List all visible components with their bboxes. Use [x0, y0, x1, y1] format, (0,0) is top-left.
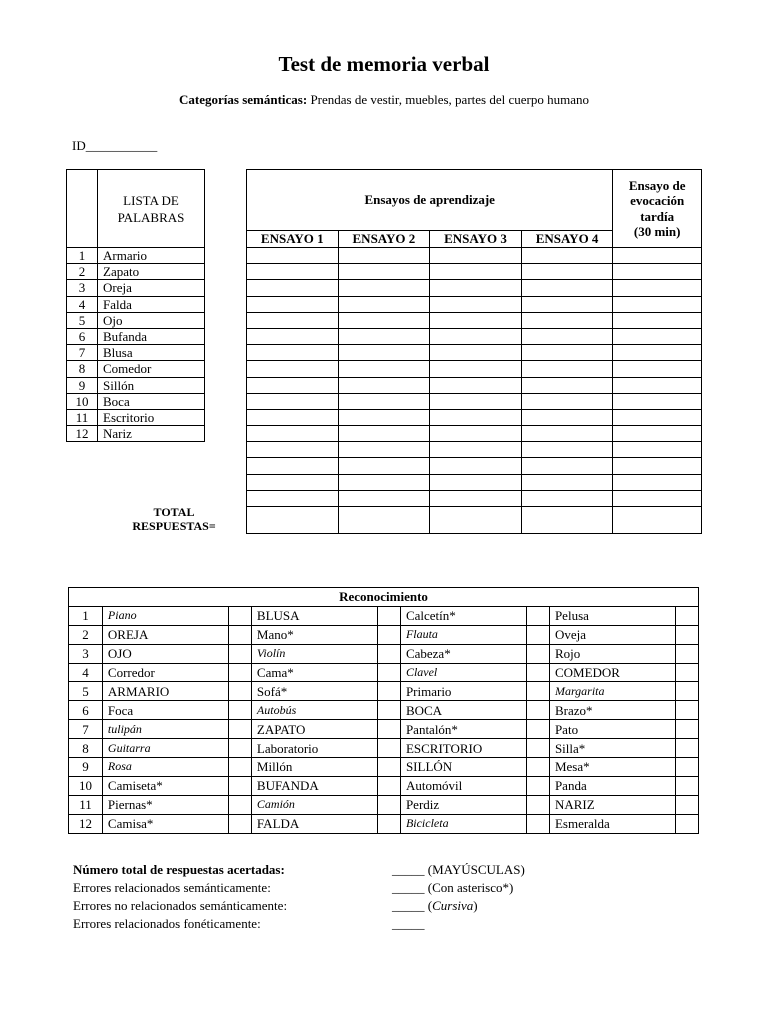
- trial-response-cell[interactable]: [247, 296, 339, 312]
- recognition-check-cell[interactable]: [527, 701, 550, 720]
- recognition-check-cell[interactable]: [676, 739, 699, 758]
- recognition-row: [69, 758, 699, 777]
- trial-row: [247, 312, 702, 328]
- recognition-word: Corredor: [102, 663, 228, 682]
- recognition-row: [69, 720, 699, 739]
- recognition-header: Reconocimiento: [69, 588, 699, 607]
- recognition-check-cell[interactable]: [378, 814, 401, 833]
- recognition-check-cell[interactable]: [378, 795, 401, 814]
- recognition-check-cell[interactable]: [527, 663, 550, 682]
- word-number: 11: [67, 409, 98, 425]
- word-list-row: [67, 264, 205, 280]
- trial-2-header: ENSAYO 2: [338, 231, 430, 248]
- trial-response-cell[interactable]: [613, 296, 702, 312]
- trial-response-cell[interactable]: [521, 264, 613, 280]
- word-number: 10: [67, 393, 98, 409]
- word-cell: Comedor: [98, 361, 205, 377]
- recognition-word: Flauta: [400, 625, 526, 644]
- semantic-errors-blank[interactable]: _____ (Con asterisco*): [392, 880, 514, 895]
- recognition-number: 2: [69, 625, 103, 644]
- trial-response-cell[interactable]: [338, 426, 430, 442]
- trial-response-cell[interactable]: [338, 328, 430, 344]
- trial-response-cell[interactable]: [430, 361, 522, 377]
- recognition-check-cell[interactable]: [676, 720, 699, 739]
- word-list-row: [67, 248, 205, 264]
- word-list-row: [67, 328, 205, 344]
- trial-response-cell[interactable]: [247, 377, 339, 393]
- delayed-line-2: evocación: [630, 193, 685, 208]
- trial-response-cell[interactable]: [338, 296, 430, 312]
- recognition-word: Pantalón*: [400, 720, 526, 739]
- phonetic-errors-label: Errores relacionados fonéticamente:: [73, 916, 261, 931]
- recognition-word: Automóvil: [400, 776, 526, 795]
- total-responses-label: [118, 505, 230, 533]
- trial-response-cell[interactable]: [338, 442, 430, 458]
- recognition-word: Autobús: [251, 701, 377, 720]
- recognition-number: 3: [69, 644, 103, 663]
- delayed-recall-header: [613, 170, 702, 248]
- recognition-word: Esmeralda: [549, 814, 675, 833]
- trial-response-cell[interactable]: [521, 393, 613, 409]
- word-list-row: [67, 361, 205, 377]
- subtitle-text: Prendas de vestir, muebles, partes del cuerpo humano: [310, 92, 589, 107]
- trial-response-cell[interactable]: [247, 474, 339, 490]
- word-list-table: [66, 169, 205, 442]
- recognition-word: Cama*: [251, 663, 377, 682]
- word-number: 12: [67, 426, 98, 442]
- trial-row: [247, 507, 702, 534]
- trial-response-cell[interactable]: [247, 507, 339, 534]
- trial-response-cell[interactable]: [247, 426, 339, 442]
- recognition-check-cell[interactable]: [378, 644, 401, 663]
- trial-response-cell[interactable]: [521, 474, 613, 490]
- recognition-row: [69, 644, 699, 663]
- trial-response-cell[interactable]: [613, 248, 702, 264]
- trial-response-cell[interactable]: [338, 345, 430, 361]
- recognition-word: Primario: [400, 682, 526, 701]
- trial-response-cell[interactable]: [521, 377, 613, 393]
- recognition-check-cell[interactable]: [676, 606, 699, 625]
- delayed-line-1: Ensayo de: [628, 177, 686, 193]
- trial-response-cell[interactable]: [338, 248, 430, 264]
- total-correct-label: Número total de respuestas acertadas:: [73, 862, 285, 877]
- trial-response-cell[interactable]: [521, 280, 613, 296]
- recognition-word: Camión: [251, 795, 377, 814]
- trial-response-cell[interactable]: [338, 393, 430, 409]
- trial-response-cell[interactable]: [430, 393, 522, 409]
- trial-response-cell[interactable]: [521, 345, 613, 361]
- recognition-number: 5: [69, 682, 103, 701]
- recognition-check-cell[interactable]: [378, 776, 401, 795]
- recognition-check-cell[interactable]: [527, 795, 550, 814]
- recognition-number: 12: [69, 814, 103, 833]
- word-list-row: [67, 426, 205, 442]
- trial-row: [247, 393, 702, 409]
- recognition-table: [68, 587, 699, 834]
- recognition-number: 4: [69, 663, 103, 682]
- recognition-row: [69, 795, 699, 814]
- trial-response-cell[interactable]: [521, 490, 613, 506]
- trial-response-cell[interactable]: [247, 361, 339, 377]
- trial-row: [247, 377, 702, 393]
- recognition-word: COMEDOR: [549, 663, 675, 682]
- summary-blanks: [392, 861, 525, 933]
- trial-response-cell[interactable]: [247, 345, 339, 361]
- trial-response-cell[interactable]: [247, 490, 339, 506]
- trial-response-cell[interactable]: [613, 474, 702, 490]
- trial-response-cell[interactable]: [430, 296, 522, 312]
- recognition-word: Bicicleta: [400, 814, 526, 833]
- trial-row: [247, 426, 702, 442]
- recognition-check-cell[interactable]: [527, 606, 550, 625]
- trial-response-cell[interactable]: [430, 264, 522, 280]
- trial-row: [247, 328, 702, 344]
- recognition-check-cell[interactable]: [527, 776, 550, 795]
- word-cell: Blusa: [98, 345, 205, 361]
- trial-row: [247, 458, 702, 474]
- word-list-row: [67, 409, 205, 425]
- total-correct-blank[interactable]: _____ (MAYÚSCULAS): [392, 862, 525, 877]
- recognition-row: [69, 776, 699, 795]
- recognition-check-cell[interactable]: [676, 814, 699, 833]
- word-cell: Nariz: [98, 426, 205, 442]
- recognition-word: ARMARIO: [102, 682, 228, 701]
- recognition-word: Margarita: [549, 682, 675, 701]
- recognition-check-cell[interactable]: [229, 720, 252, 739]
- recognition-word: Violín: [251, 644, 377, 663]
- trial-response-cell[interactable]: [430, 248, 522, 264]
- recognition-check-cell[interactable]: [676, 795, 699, 814]
- learning-trials-header: Ensayos de aprendizaje: [247, 170, 613, 231]
- trial-response-cell[interactable]: [430, 474, 522, 490]
- nonsemantic-blank-text: _____ (: [392, 898, 433, 913]
- recognition-check-cell[interactable]: [378, 701, 401, 720]
- trial-response-cell[interactable]: [338, 361, 430, 377]
- recognition-word: NARIZ: [549, 795, 675, 814]
- trial-response-cell[interactable]: [521, 458, 613, 474]
- recognition-check-cell[interactable]: [527, 739, 550, 758]
- nonsemantic-errors-label: Errores no relacionados semánticamente:: [73, 898, 288, 913]
- trial-response-cell[interactable]: [521, 312, 613, 328]
- total-line-2: RESPUESTAS=: [132, 519, 216, 533]
- recognition-word: Camiseta*: [102, 776, 228, 795]
- trial-response-cell[interactable]: [247, 409, 339, 425]
- recognition-check-cell[interactable]: [676, 644, 699, 663]
- recognition-check-cell[interactable]: [527, 720, 550, 739]
- trial-response-cell[interactable]: [338, 409, 430, 425]
- recognition-check-cell[interactable]: [676, 701, 699, 720]
- trial-response-cell[interactable]: [247, 248, 339, 264]
- word-cell: Bufanda: [98, 328, 205, 344]
- trial-response-cell[interactable]: [430, 328, 522, 344]
- word-cell: Armario: [98, 248, 205, 264]
- recognition-word: FALDA: [251, 814, 377, 833]
- recognition-word: BLUSA: [251, 606, 377, 625]
- recognition-word: Panda: [549, 776, 675, 795]
- trial-4-header: ENSAYO 4: [521, 231, 613, 248]
- trial-response-cell[interactable]: [521, 442, 613, 458]
- recognition-check-cell[interactable]: [527, 625, 550, 644]
- semantic-errors-label: Errores relacionados semánticamente:: [73, 880, 271, 895]
- recognition-word: Cabeza*: [400, 644, 526, 663]
- trial-response-cell[interactable]: [613, 264, 702, 280]
- word-number: 9: [67, 377, 98, 393]
- total-line-1: TOTAL: [153, 505, 195, 519]
- word-number: 7: [67, 345, 98, 361]
- recognition-number: 1: [69, 606, 103, 625]
- trial-response-cell[interactable]: [521, 328, 613, 344]
- phonetic-errors-blank[interactable]: _____: [392, 916, 425, 931]
- trial-response-cell[interactable]: [430, 442, 522, 458]
- recognition-check-cell[interactable]: [527, 814, 550, 833]
- recognition-word: Brazo*: [549, 701, 675, 720]
- recognition-word: Piernas*: [102, 795, 228, 814]
- trial-row: [247, 409, 702, 425]
- recognition-word: SILLÓN: [400, 758, 526, 777]
- word-list-row: [67, 393, 205, 409]
- trial-response-cell[interactable]: [613, 490, 702, 506]
- recognition-number: 11: [69, 795, 103, 814]
- recognition-word: Piano: [102, 606, 228, 625]
- recognition-word: Rosa: [102, 758, 228, 777]
- recognition-number: 9: [69, 758, 103, 777]
- trial-response-cell[interactable]: [430, 345, 522, 361]
- recognition-row: [69, 625, 699, 644]
- word-number: 2: [67, 264, 98, 280]
- recognition-check-cell[interactable]: [676, 776, 699, 795]
- trial-3-header: ENSAYO 3: [430, 231, 522, 248]
- trial-response-cell[interactable]: [338, 507, 430, 534]
- trial-row: [247, 490, 702, 506]
- recognition-word: Guitarra: [102, 739, 228, 758]
- trial-row: [247, 280, 702, 296]
- recognition-check-cell[interactable]: [229, 814, 252, 833]
- recognition-word: Foca: [102, 701, 228, 720]
- trial-row: [247, 248, 702, 264]
- trial-row: [247, 345, 702, 361]
- recognition-check-cell[interactable]: [378, 625, 401, 644]
- recognition-check-cell[interactable]: [378, 606, 401, 625]
- recognition-word: OJO: [102, 644, 228, 663]
- trial-row: [247, 442, 702, 458]
- id-field[interactable]: ID___________: [72, 138, 158, 153]
- trial-response-cell[interactable]: [338, 458, 430, 474]
- trial-response-cell[interactable]: [613, 393, 702, 409]
- subtitle: [0, 92, 768, 108]
- word-list-row: [67, 312, 205, 328]
- recognition-check-cell[interactable]: [676, 682, 699, 701]
- trial-response-cell[interactable]: [613, 328, 702, 344]
- recognition-row: [69, 606, 699, 625]
- recognition-row: [69, 739, 699, 758]
- trial-response-cell[interactable]: [613, 377, 702, 393]
- trial-response-cell[interactable]: [338, 474, 430, 490]
- word-cell: Escritorio: [98, 409, 205, 425]
- recognition-word: Millón: [251, 758, 377, 777]
- recognition-check-cell[interactable]: [229, 739, 252, 758]
- trial-response-cell[interactable]: [521, 248, 613, 264]
- word-cell: Sillón: [98, 377, 205, 393]
- recognition-word: Clavel: [400, 663, 526, 682]
- recognition-check-cell[interactable]: [378, 739, 401, 758]
- trial-response-cell[interactable]: [613, 280, 702, 296]
- recognition-check-cell[interactable]: [378, 758, 401, 777]
- recognition-word: Mesa*: [549, 758, 675, 777]
- word-number: 1: [67, 248, 98, 264]
- trial-1-header: ENSAYO 1: [247, 231, 339, 248]
- summary-labels: [73, 861, 287, 933]
- trial-response-cell[interactable]: [521, 296, 613, 312]
- recognition-number: 10: [69, 776, 103, 795]
- recognition-check-cell[interactable]: [229, 758, 252, 777]
- recognition-word: BOCA: [400, 701, 526, 720]
- recognition-check-cell[interactable]: [676, 758, 699, 777]
- trial-response-cell[interactable]: [338, 264, 430, 280]
- trial-response-cell[interactable]: [430, 409, 522, 425]
- trial-response-cell[interactable]: [430, 312, 522, 328]
- word-number: 6: [67, 328, 98, 344]
- recognition-word: Camisa*: [102, 814, 228, 833]
- word-number: 3: [67, 280, 98, 296]
- nonsemantic-errors-blank[interactable]: [392, 897, 525, 915]
- trial-row: [247, 474, 702, 490]
- recognition-word: Pelusa: [549, 606, 675, 625]
- word-cell: Ojo: [98, 312, 205, 328]
- nonsemantic-italic: Cursiva: [432, 898, 474, 913]
- trial-response-cell[interactable]: [247, 328, 339, 344]
- nonsemantic-close: ): [473, 898, 478, 913]
- recognition-word: Calcetín*: [400, 606, 526, 625]
- trial-response-cell[interactable]: [613, 458, 702, 474]
- word-cell: Boca: [98, 393, 205, 409]
- delayed-line-4: (30 min): [633, 224, 681, 239]
- recognition-check-cell[interactable]: [378, 682, 401, 701]
- recognition-check-cell[interactable]: [527, 644, 550, 663]
- recognition-row: [69, 663, 699, 682]
- trial-response-cell[interactable]: [521, 409, 613, 425]
- recognition-word: Sofá*: [251, 682, 377, 701]
- delayed-line-3: tardía: [640, 208, 675, 224]
- trial-response-cell[interactable]: [247, 442, 339, 458]
- recognition-number: 8: [69, 739, 103, 758]
- word-list-row: [67, 296, 205, 312]
- recognition-row: [69, 682, 699, 701]
- recognition-check-cell[interactable]: [229, 701, 252, 720]
- word-list-row: [67, 280, 205, 296]
- recognition-word: tulipán: [102, 720, 228, 739]
- trial-response-cell[interactable]: [338, 280, 430, 296]
- recognition-check-cell[interactable]: [378, 663, 401, 682]
- trial-response-cell[interactable]: [521, 361, 613, 377]
- recognition-check-cell[interactable]: [676, 625, 699, 644]
- recognition-check-cell[interactable]: [229, 625, 252, 644]
- page-title: Test de memoria verbal: [278, 52, 490, 76]
- recognition-word: OREJA: [102, 625, 228, 644]
- recognition-row: [69, 701, 699, 720]
- recognition-check-cell[interactable]: [527, 682, 550, 701]
- trial-response-cell[interactable]: [247, 264, 339, 280]
- trial-response-cell[interactable]: [521, 507, 613, 534]
- trial-response-cell[interactable]: [430, 458, 522, 474]
- trial-response-cell[interactable]: [338, 377, 430, 393]
- trial-response-cell[interactable]: [247, 458, 339, 474]
- recognition-check-cell[interactable]: [229, 663, 252, 682]
- recognition-row: [69, 814, 699, 833]
- recognition-word: Oveja: [549, 625, 675, 644]
- word-cell: Falda: [98, 296, 205, 312]
- word-number: 8: [67, 361, 98, 377]
- trial-row: [247, 296, 702, 312]
- trial-response-cell[interactable]: [613, 312, 702, 328]
- trial-response-cell[interactable]: [430, 280, 522, 296]
- trial-response-cell[interactable]: [613, 361, 702, 377]
- trial-response-cell[interactable]: [338, 490, 430, 506]
- recognition-word: Perdiz: [400, 795, 526, 814]
- word-number: 5: [67, 312, 98, 328]
- word-list-header-blank: [67, 170, 98, 248]
- trial-response-cell[interactable]: [247, 312, 339, 328]
- recognition-number: 7: [69, 720, 103, 739]
- word-list-header: [98, 170, 205, 248]
- recognition-word: Mano*: [251, 625, 377, 644]
- trial-response-cell[interactable]: [430, 490, 522, 506]
- recognition-word: Laboratorio: [251, 739, 377, 758]
- recognition-check-cell[interactable]: [229, 644, 252, 663]
- recognition-word: BUFANDA: [251, 776, 377, 795]
- learning-trials-table: [246, 169, 702, 534]
- recognition-check-cell[interactable]: [229, 606, 252, 625]
- recognition-check-cell[interactable]: [229, 795, 252, 814]
- recognition-check-cell[interactable]: [378, 720, 401, 739]
- recognition-check-cell[interactable]: [527, 758, 550, 777]
- word-list-row: [67, 345, 205, 361]
- recognition-word: Rojo: [549, 644, 675, 663]
- word-list-header-line1: LISTA DE: [123, 192, 179, 208]
- word-cell: Oreja: [98, 280, 205, 296]
- trial-response-cell[interactable]: [613, 426, 702, 442]
- word-list-row: [67, 377, 205, 393]
- recognition-check-cell[interactable]: [229, 776, 252, 795]
- trial-response-cell[interactable]: [247, 280, 339, 296]
- recognition-word: ESCRITORIO: [400, 739, 526, 758]
- recognition-word: ZAPATO: [251, 720, 377, 739]
- trial-row: [247, 264, 702, 280]
- trial-response-cell[interactable]: [430, 426, 522, 442]
- word-cell: Zapato: [98, 264, 205, 280]
- word-list-header-line2: PALABRAS: [117, 209, 185, 225]
- trial-response-cell[interactable]: [613, 507, 702, 534]
- trial-response-cell[interactable]: [613, 409, 702, 425]
- trial-row: [247, 361, 702, 377]
- subtitle-label: Categorías semánticas:: [179, 92, 308, 107]
- recognition-number: 6: [69, 701, 103, 720]
- trial-response-cell[interactable]: [613, 345, 702, 361]
- recognition-word: Pato: [549, 720, 675, 739]
- trial-response-cell[interactable]: [613, 442, 702, 458]
- trial-response-cell[interactable]: [430, 507, 522, 534]
- recognition-word: Silla*: [549, 739, 675, 758]
- trial-response-cell[interactable]: [338, 312, 430, 328]
- trial-response-cell[interactable]: [430, 377, 522, 393]
- trial-response-cell[interactable]: [247, 393, 339, 409]
- word-number: 4: [67, 296, 98, 312]
- recognition-check-cell[interactable]: [229, 682, 252, 701]
- recognition-check-cell[interactable]: [676, 663, 699, 682]
- trial-response-cell[interactable]: [521, 426, 613, 442]
